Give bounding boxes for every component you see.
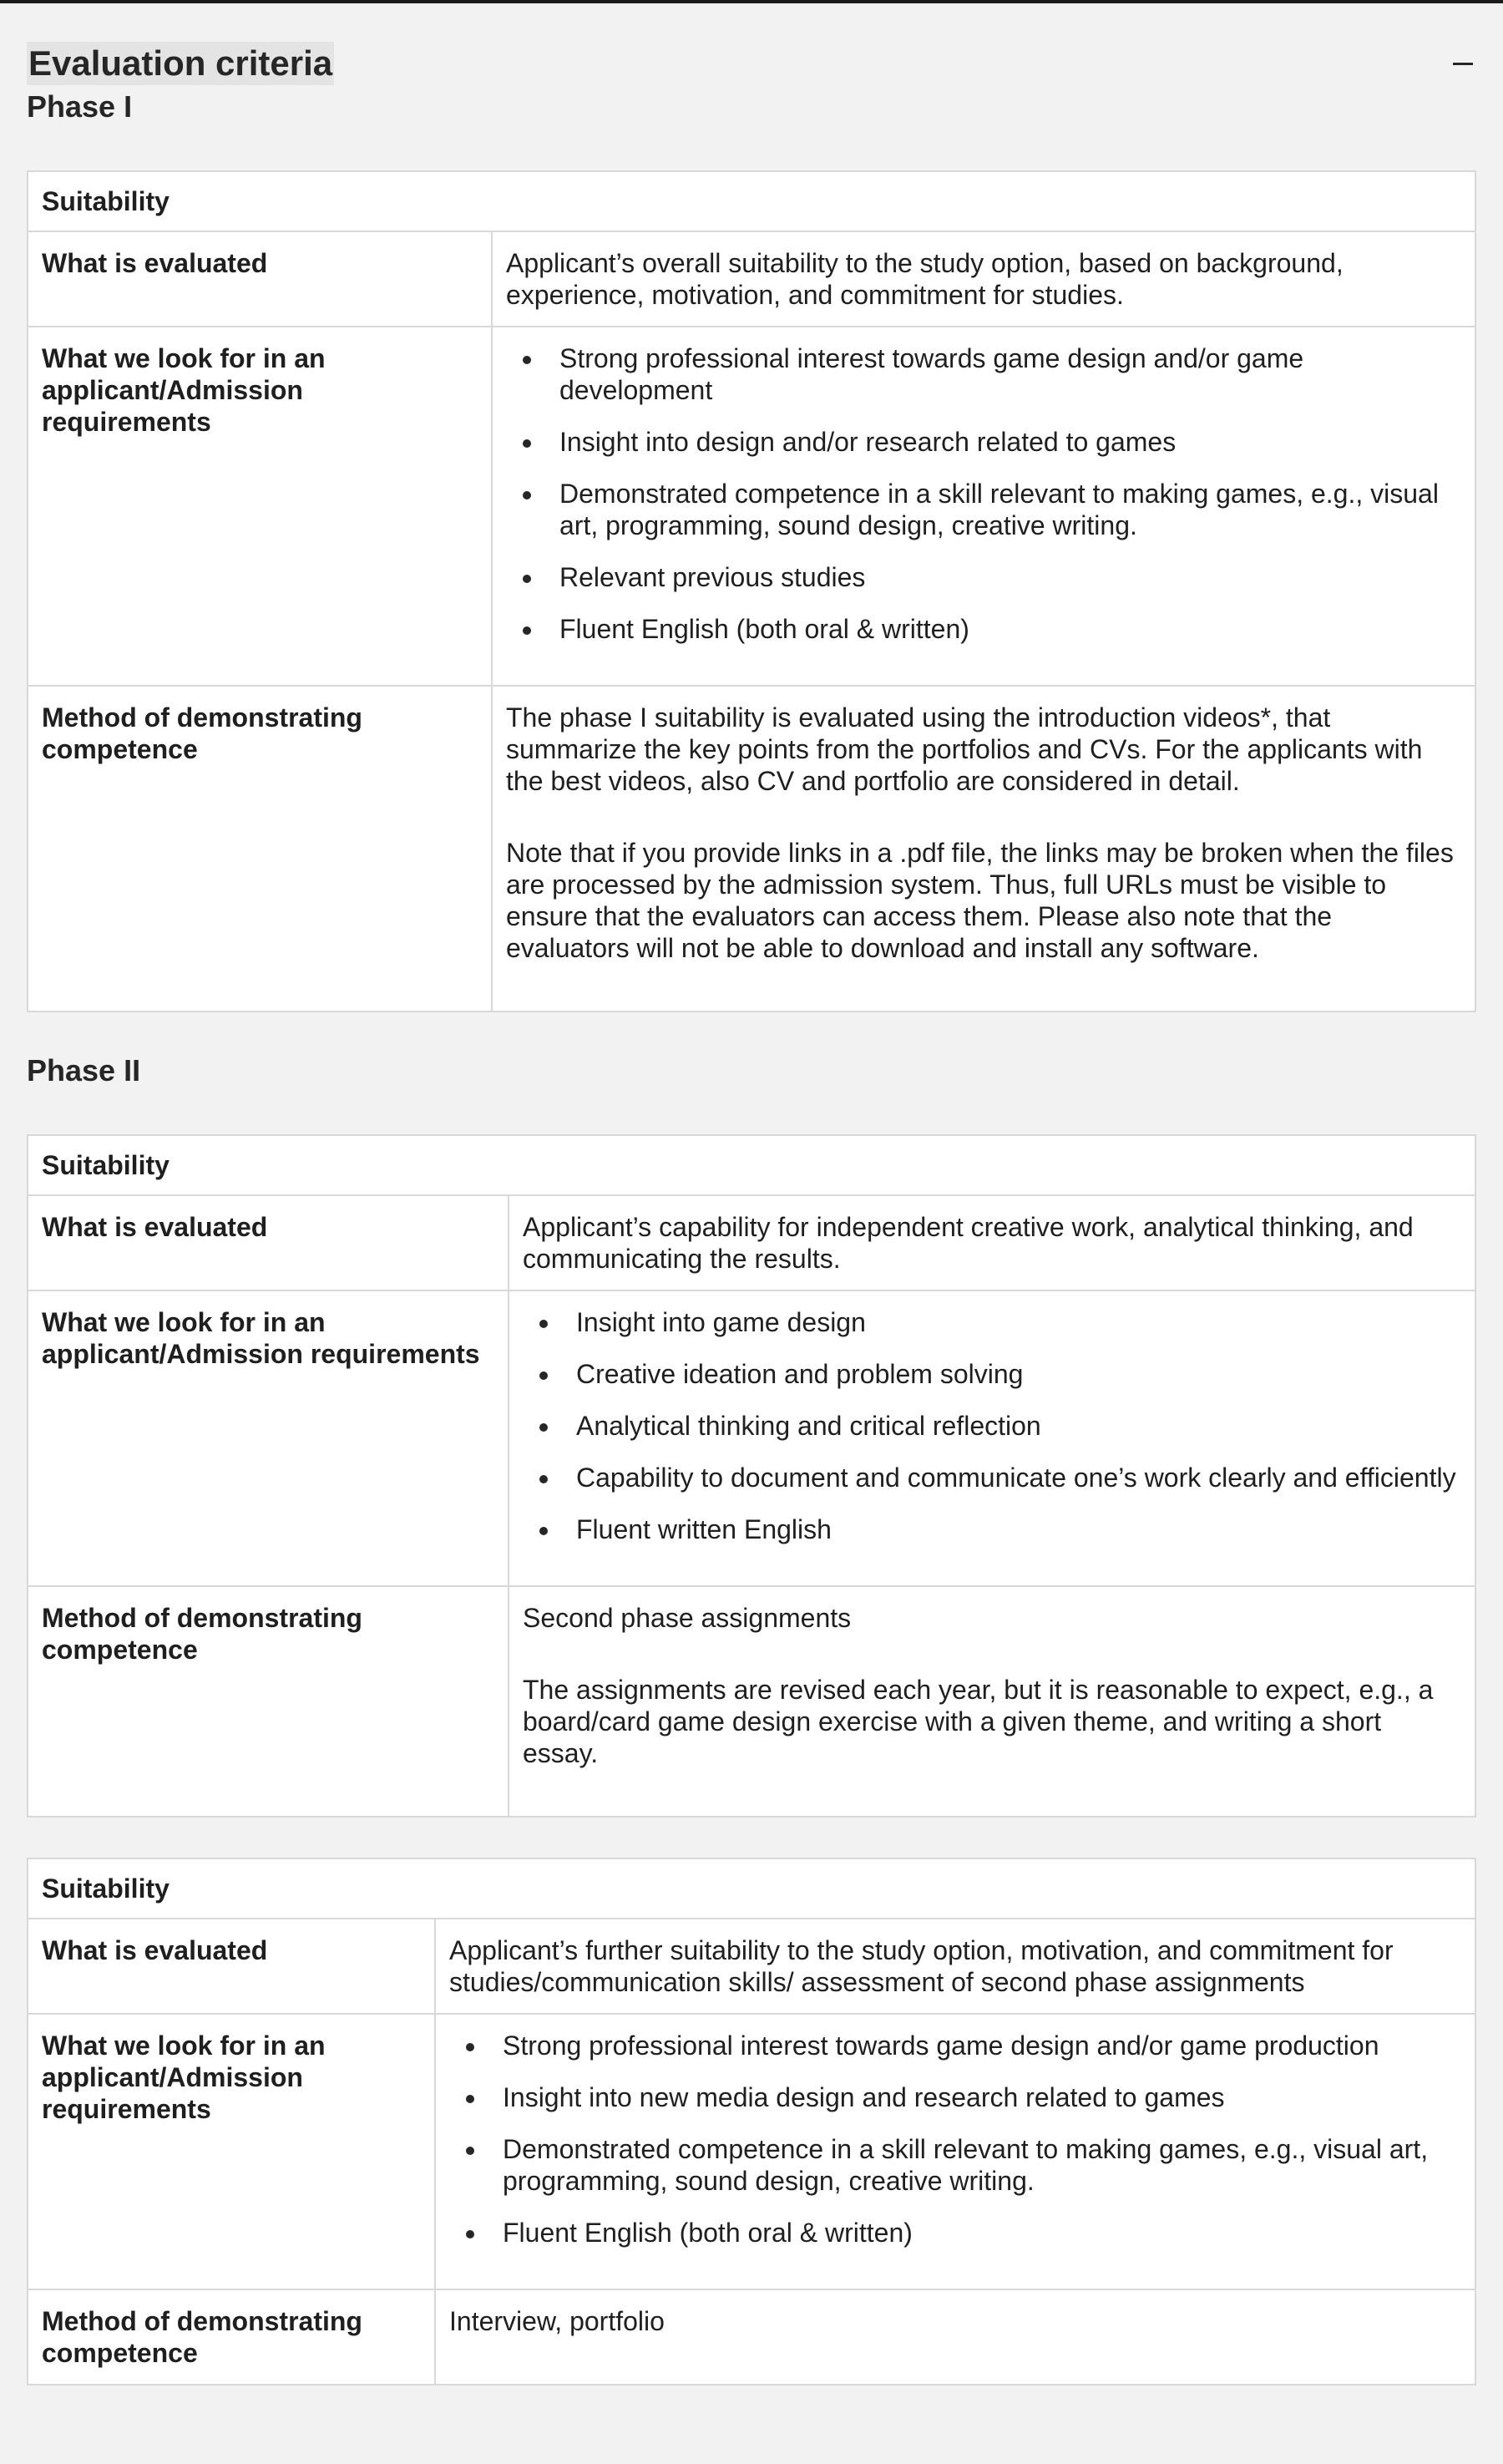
phase-2-heading: Phase II — [27, 1053, 141, 1088]
evaluated-label: What is evaluated — [28, 1195, 509, 1290]
requirements-label: What we look for in an applicant/Admission requirements — [28, 2014, 435, 2289]
requirements-label: What we look for in an applicant/Admission requirements — [28, 1290, 509, 1586]
minus-icon[interactable] — [1453, 53, 1473, 74]
evaluated-label: What is evaluated — [28, 231, 492, 327]
method-paragraph: The phase I suitability is evaluated using the introduction videos*, that summarize the key points from the portfolios and CVs. For the applicants with the best videos, also CV and portfolio are considered in detail. — [506, 702, 1423, 796]
requirements-list — [506, 342, 1461, 645]
list-item: Strong professional interest towards game design and/or game development — [506, 342, 1461, 406]
list-item: Insight into design and/or research related to games — [506, 426, 1461, 458]
requirements-list — [449, 2030, 1461, 2249]
list-item: Insight into game design — [523, 1306, 1461, 1338]
evaluated-value: Applicant’s overall suitability to the study option, based on background, experience, motivation, and commitment for studies. — [492, 231, 1475, 327]
requirements-cell — [509, 1290, 1475, 1586]
method-cell — [435, 2289, 1475, 2385]
list-item: Demonstrated competence in a skill relevant to making games, e.g., visual art, programming, sound design, creative writing. — [506, 478, 1461, 541]
suitability-header: Suitability — [28, 1858, 1475, 1919]
phase-1-heading: Phase I — [27, 89, 133, 124]
method-paragraph: Interview, portfolio — [449, 2306, 665, 2336]
requirements-cell — [492, 327, 1475, 686]
method-label: Method of demonstrating competence — [28, 686, 492, 1011]
evaluated-label: What is evaluated — [28, 1919, 435, 2014]
list-item: Fluent written English — [523, 1513, 1461, 1545]
evaluated-value: Applicant’s further suitability to the study option, motivation, and commitment for studies/communication skills/ assessment of second phase assignments — [435, 1919, 1475, 2014]
list-item: Relevant previous studies — [506, 561, 1461, 593]
phase-1-table — [27, 170, 1476, 1012]
method-cell — [492, 686, 1475, 1011]
evaluation-criteria-section — [0, 3, 1503, 2385]
list-item: Fluent English (both oral & written) — [506, 613, 1461, 645]
suitability-header: Suitability — [28, 1135, 1475, 1195]
method-label: Method of demonstrating competence — [28, 2289, 435, 2385]
list-item: Creative ideation and problem solving — [523, 1358, 1461, 1390]
requirements-list — [523, 1306, 1461, 1545]
list-item: Demonstrated competence in a skill relevant to making games, e.g., visual art, programming, sound design, creative writing. — [449, 2133, 1461, 2197]
requirements-label: What we look for in an applicant/Admission requirements — [28, 327, 492, 686]
list-item: Capability to document and communicate one’s work clearly and efficiently — [523, 1462, 1461, 1493]
list-item: Strong professional interest towards game design and/or game production — [449, 2030, 1461, 2061]
suitability-header: Suitability — [28, 171, 1475, 231]
method-cell — [509, 1586, 1475, 1817]
phase-2-table-a — [27, 1134, 1476, 1818]
section-title: Evaluation criteria — [27, 42, 334, 85]
method-label: Method of demonstrating competence — [28, 1586, 509, 1817]
list-item: Fluent English (both oral & written) — [449, 2217, 1461, 2249]
method-paragraph: Note that if you provide links in a .pdf file, the links may be broken when the files are processed by the admission system. Thus, full URLs must be visible to ensure that the evaluators can access them. Please also note that the evaluators will not be able to download and install any software. — [506, 838, 1454, 963]
evaluated-value: Applicant’s capability for independent creative work, analytical thinking, and communicating the results. — [509, 1195, 1475, 1290]
method-paragraph: Second phase assignments — [523, 1603, 852, 1633]
list-item: Insight into new media design and research related to games — [449, 2081, 1461, 2113]
list-item: Analytical thinking and critical reflection — [523, 1410, 1461, 1442]
method-paragraph: The assignments are revised each year, but it is reasonable to expect, e.g., a board/card game design exercise with a given theme, and writing a short essay. — [523, 1675, 1434, 1768]
phase-2-table-b — [27, 1858, 1476, 2385]
requirements-cell — [435, 2014, 1475, 2289]
